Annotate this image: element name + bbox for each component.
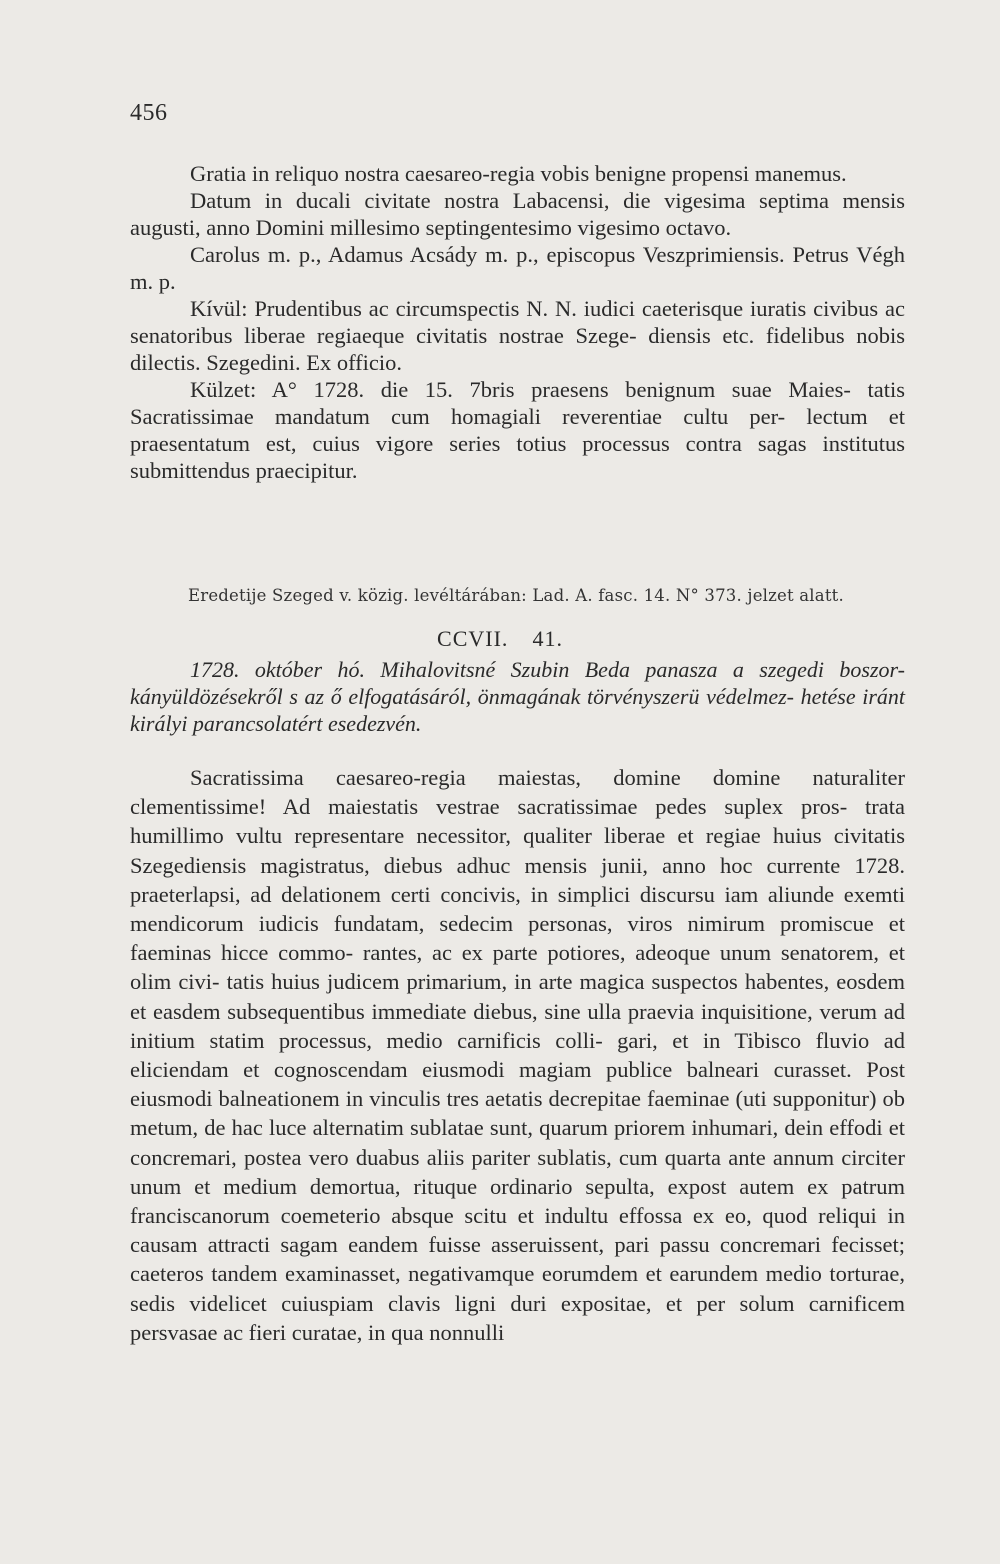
document-body-text: Sacratissima caesareo-regia maiestas, domine domine naturaliter clementissime! Ad maiestatis vestrae sacratissimae pedes suplex pros- trata humillimo vultu representare necessitor, qualiter liberae et regiae huius civitatis Szegediensis magistratus, diebus adhuc mensis junii, anno hoc currente 1728. praeterlapsi, ad delationem certi concivis, in simplici discursu iam aliunde exemti mendicorum iudicis fundatam, sedecim personas, viros nimirum promiscue et faeminas hicce commo- rantes, ac ex parte potiores, adeoque unum senatorem, et olim civi- tatis huius judicem primarium, in arte magica suspectos habentes, eosdem et easdem subsequentibus immediate diebus, sine ulla praevia inquisitione, verum ad initium statim processus, medio carnificis colli- gari, et in Tibisco fluvio ad eliciendam et cognoscendam eiusmodi magiam publice balneari curasset. Post eiusmodi balneationem in vinculis tres aetatis decrepitae faeminae (uti supponitur) ob metum, de hac luce alternatim sublatae sunt, quarum priorem inhumari, dein effodi et concremari, postea vero duabus aliis pariter sublatis, cum quarta ante annum circiter unum et medium demortua, rituque ordinario sepulta, expost autem ex patrum franciscanorum coemeterio absque scitu et indultu effossa ex eo, quod reliqui in causam attracti sagam eandem fuisse asseruissent, pari passu concremari fecisset; caeteros tandem examinasset, negativamque eorumdem et earundem medio torturae, sedis videlicet cuiuspiam clavis ligni duri expositae, et per solum carnificem persvasae ac fieri curatae, in qua nonnulli: [130, 765, 905, 1345]
document-body: [130, 763, 905, 1347]
paragraph-address: Kívül: Prudentibus ac circumspectis N. N. iudici caeterisque iuratis civibus ac senatoribus liberae regiaeque civitatis nostrae Szege- diensis etc. fidelibus nobis dilectis. Szegedini. Ex officio.: [130, 296, 905, 375]
source-note: Eredetije Szeged v. közig. levéltárában: Lad. A. fasc. 14. N° 373. jelzet alatt.: [188, 586, 844, 605]
preceding-text: [130, 160, 905, 484]
paragraph-endorsement: Külzet: A° 1728. die 15. 7bris praesens benignum suae Maies- tatis Sacratissimae mandatum cum homagiali reverentiae cultu per- lectum et praesentatum est, cuius vigore series totius processus contra sagas institutus submittendus praecipitur.: [130, 377, 905, 483]
paragraph-closing-formula: Gratia in reliquo nostra caesareo-regia vobis benigne propensi manemus.: [190, 161, 847, 186]
paragraph-dating: Datum in ducali civitate nostra Labacensi, die vigesima septima mensis augusti, anno Domini millesimo septingentesimo vigesimo octavo.: [130, 188, 905, 240]
page-number: 456: [130, 100, 168, 126]
document-heading-text: 1728. október hó. Mihalovitsné Szubin Beda panasza a szegedi boszor- kányüldözésekről s az ő elfogatásáról, önmagának törvényszerü védelmez- hetése iránt királyi parancsolatért esedezvén.: [130, 657, 905, 736]
document-number-arabic: 41.: [532, 626, 563, 651]
paragraph-signatures: Carolus m. p., Adamus Acsády m. p., episcopus Veszprimiensis. Petrus Végh m. p.: [130, 242, 905, 294]
document-heading: [130, 656, 905, 737]
document-number-roman: CCVII.: [437, 626, 509, 651]
document-number: [0, 626, 1000, 652]
